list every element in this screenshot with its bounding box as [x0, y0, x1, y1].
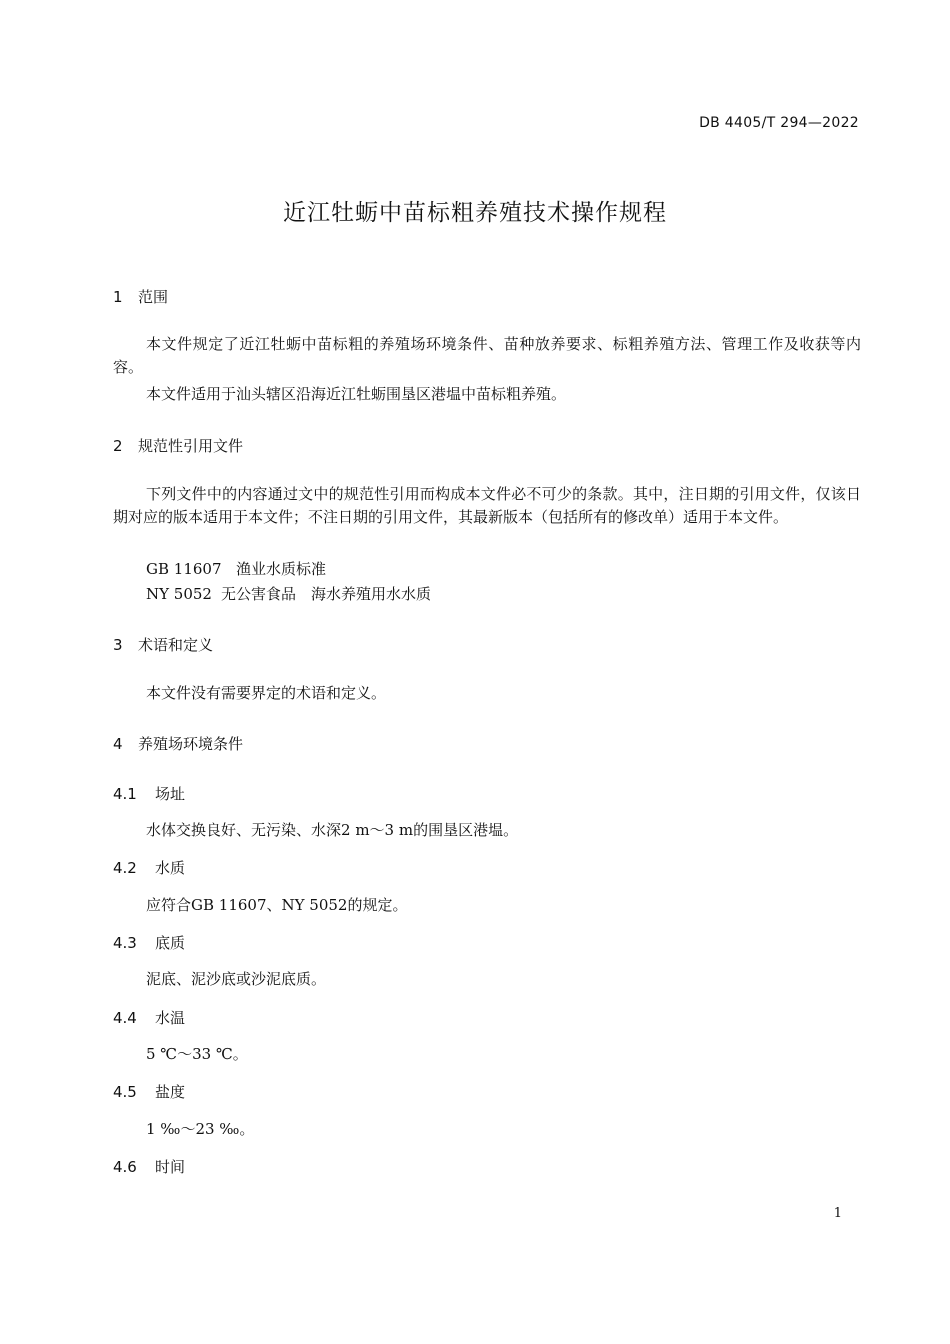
subsection-title: 水温: [155, 1009, 186, 1027]
reference-item: [146, 583, 431, 606]
document-number: DB 4405/T 294—2022: [699, 115, 859, 131]
subsection-4-2-heading: [113, 857, 185, 878]
section-title: 术语和定义: [138, 636, 214, 654]
section-number: 3: [113, 636, 123, 654]
reference-code: GB 11607: [146, 560, 222, 578]
section-1-heading: [113, 286, 168, 307]
reference-code: NY 5052: [146, 585, 212, 603]
reference-item: [146, 558, 326, 581]
subsection-4-3-heading: [113, 932, 185, 953]
subsection-4-4-text: 5 ℃～33 ℃。: [146, 1045, 248, 1063]
section-3-heading: [113, 634, 213, 655]
section-title: 规范性引用文件: [138, 437, 244, 455]
section-title: 范围: [138, 288, 169, 306]
reference-name: 渔业水质标准: [236, 560, 327, 578]
subsection-title: 时间: [155, 1158, 186, 1176]
section-4-heading: [113, 733, 243, 754]
section-title: 养殖场环境条件: [138, 735, 244, 753]
subsection-number: 4.6: [113, 1158, 137, 1176]
subsection-4-5-heading: [113, 1081, 185, 1102]
subsection-title: 底质: [155, 934, 186, 952]
section-3-paragraph-1: 本文件没有需要界定的术语和定义。: [146, 684, 387, 702]
subsection-number: 4.5: [113, 1083, 137, 1101]
section-1-paragraph-2: 本文件适用于汕头辖区沿海近江牡蛎围垦区港塭中苗标粗养殖。: [146, 385, 567, 403]
section-1-paragraph-1: 本文件规定了近江牡蛎中苗标粗的养殖场环境条件、苗种放养要求、标粗养殖方法、管理工作及收获等内容。: [113, 335, 861, 376]
subsection-4-4-heading: [113, 1007, 185, 1028]
subsection-4-6-heading: [113, 1156, 185, 1177]
section-2-paragraph-1: 下列文件中的内容通过文中的规范性引用而构成本文件必不可少的条款。其中，注日期的引用文件，仅该日期对应的版本适用于本文件；不注日期的引用文件，其最新版本（包括所有的修改单）适用于本文件。: [113, 485, 861, 526]
subsection-number: 4.3: [113, 934, 137, 952]
document-title: 近江牡蛎中苗标粗养殖技术操作规程: [283, 200, 667, 226]
section-2-heading: [113, 435, 243, 456]
subsection-title: 盐度: [155, 1083, 186, 1101]
subsection-title: 水质: [155, 859, 186, 877]
section-number: 1: [113, 288, 123, 306]
subsection-title: 场址: [155, 785, 186, 803]
page-number: 1: [833, 1206, 842, 1221]
section-number: 4: [113, 735, 123, 753]
reference-name: 无公害食品 海水养殖用水水质: [221, 585, 432, 603]
subsection-number: 4.4: [113, 1009, 137, 1027]
subsection-4-1-text: 水体交换良好、无污染、水深2 m～3 m的围垦区港塭。: [146, 821, 519, 839]
subsection-number: 4.1: [113, 785, 137, 803]
section-number: 2: [113, 437, 123, 455]
subsection-4-5-text: 1 ‰～23 ‰。: [146, 1120, 255, 1138]
subsection-4-2-text: 应符合GB 11607、NY 5052的规定。: [146, 896, 408, 914]
subsection-4-3-text: 泥底、泥沙底或沙泥底质。: [146, 970, 327, 988]
subsection-4-1-heading: [113, 783, 185, 804]
subsection-number: 4.2: [113, 859, 137, 877]
